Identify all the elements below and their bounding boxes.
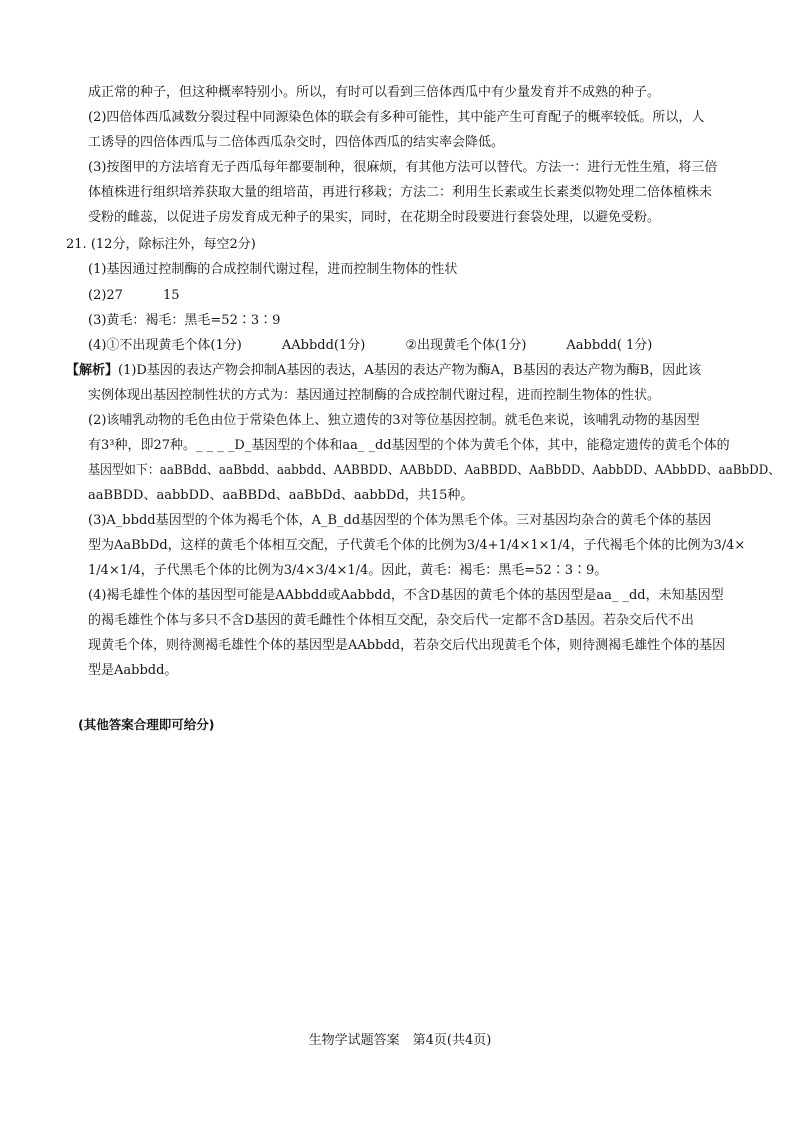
answer-1: (1)基因通过控制酶的合成控制代谢过程，进而控制生物体的性状 (88, 262, 458, 277)
explanation-2c: 基因型如下：aaBBdd、aaBbdd、aabbdd、AABBDD、AABbDD、AaBBDD、AaBbDD、AabbDD、AAbbDD、aaBbDD、 (88, 463, 781, 478)
question-number: 21. (66, 237, 87, 252)
intro-line-4: (3)按图甲的方法培育无子西瓜每年都要制种，很麻烦，有其他方法可以替代。方法一：进行无性生殖，将三倍 (88, 160, 718, 175)
explanation-4a: (4)褐毛雄性个体的基因型可能是AAbbdd或Aabbdd，不含D基因的黄毛个体的基因型是aa_ _dd，未知基因型 (88, 588, 724, 603)
answer-3: (3)黄毛：褐毛：黑毛=52∶3∶9 (88, 313, 281, 328)
intro-line-6: 受粉的雌蕊，以促进子房发育成无种子的果实，同时，在花期全时段要进行套袋处理，以避免受粉。 (88, 210, 661, 225)
explanation-3b: 型为AaBbDd，这样的黄毛个体相互交配，子代黄毛个体的比例为3/4+1/4×1×1/4，子代褐毛个体的比例为3/4× (88, 538, 746, 553)
explanation-3c: 1/4×1/4，子代黑毛个体的比例为3/4×3/4×1/4。因此，黄毛：褐毛：黑毛=52∶3∶9。 (88, 563, 608, 578)
intro-line-3: 工诱导的四倍体西瓜与二倍体西瓜杂交时，四倍体西瓜的结实率会降低。 (88, 135, 505, 150)
answer-2-second: 15 (162, 288, 180, 303)
answer-2-first: (2)27 (88, 288, 123, 303)
explanation-1a (66, 362, 701, 380)
intro-line-5: 体植株进行组织培养获取大量的组培苗，再进行移栽；方法二：利用生长素或生长素类似物处理二倍体植株未 (88, 185, 713, 200)
grading-note: (其他答案合理即可给分) (78, 717, 215, 732)
explanation-3a: (3)A_bbdd基因型的个体为褐毛个体，A_B_dd基因型的个体为黑毛个体。三对基因均杂合的黄毛个体的基因 (88, 513, 712, 528)
explanation-2a: (2)该哺乳动物的毛色由位于常染色体上、独立遗传的3对等位基因控制。就毛色来说，该哺乳动物的基因型 (88, 413, 700, 428)
score-note: (12分，除标注外，每空2分) (90, 237, 256, 252)
explanation-2d: aaBBDD、aabbDD、aaBBDd、aaBbDd、aabbDd，共15种。 (88, 488, 474, 503)
answer-4-part-2: AAbbdd(1分) (281, 338, 366, 353)
explanation-4d: 型是Aabbdd。 (88, 663, 178, 678)
page-footer: 生物学试题答案 第4页(共4页) (308, 1033, 492, 1048)
answer-4-part-4: Aabbdd( 1分) (566, 338, 653, 353)
explanation-2b: 有3³种，即27种。_ _ _ _D_基因型的个体和aa_ _dd基因型的个体为黄毛个体，其中，能稳定遗传的黄毛个体的 (88, 438, 730, 453)
intro-line-2: (2)四倍体西瓜减数分裂过程中同源染色体的联会有多种可能性，其中能产生可育配子的概率较低。所以，人 (88, 110, 705, 125)
intro-line-1: 成正常的种子，但这种概率特别小。所以，有时可以看到三倍体西瓜中有少量发育并不成熟的种子。 (88, 85, 661, 100)
answer-4-part-1: (4)①不出现黄毛个体(1分) (88, 338, 242, 353)
explanation-1a-text: (1)D基因的表达产物会抑制A基因的表达，A基因的表达产物为酶A，B基因的表达产物为酶B，因此该 (118, 363, 702, 378)
answer-2 (88, 287, 180, 305)
explanation-4b: 的褐毛雄性个体与多只不含D基因的黄毛雌性个体相互交配，杂交后代一定都不含D基因。若杂交后代不出 (88, 613, 694, 628)
question-21-heading (66, 236, 256, 254)
answer-4-part-3: ②出现黄毛个体(1分) (405, 338, 527, 353)
explanation-1b: 实例体现出基因控制性状的方式为：基因通过控制酶的合成控制代谢过程，进而控制生物体的性状。 (88, 388, 661, 403)
analysis-tag: 【解析】 (66, 363, 119, 378)
explanation-4c: 现黄毛个体，则待测褐毛雄性个体的基因型是AAbbdd，若杂交后代出现黄毛个体，则待测褐毛雄性个体的基因 (88, 638, 726, 653)
answer-4 (88, 337, 652, 355)
